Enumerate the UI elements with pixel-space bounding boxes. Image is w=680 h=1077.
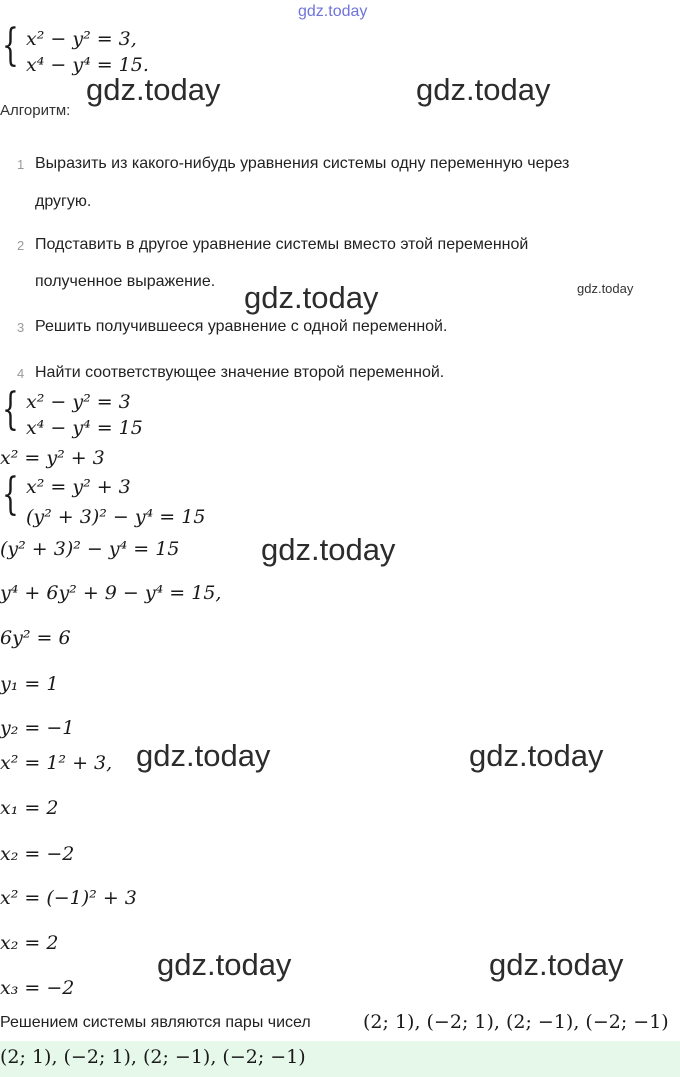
- equation-line: x² = (−1)² + 3: [0, 887, 137, 909]
- answer-pairs: (2; 1), (−2; 1), (2; −1), (−2; −1): [0, 1046, 306, 1068]
- root-x1: x₁ = 2: [0, 797, 59, 819]
- step-number: 3: [17, 320, 25, 335]
- equation-line: y⁴ + 6y² + 9 − y⁴ = 15,: [0, 582, 222, 604]
- conclusion-text: Решением системы являются пары чисел: [0, 1014, 311, 1031]
- conclusion-pairs: (2; 1), (−2; 1), (2; −1), (−2; −1): [363, 1011, 669, 1033]
- system-brace: {: [2, 384, 19, 435]
- system-brace: {: [2, 20, 19, 71]
- step-text: полученное выражение.: [35, 273, 216, 290]
- watermark: gdz.today: [136, 738, 271, 773]
- step-text: другую.: [35, 193, 92, 210]
- watermark: gdz.today: [469, 738, 604, 773]
- equation-line: 6y² = 6: [0, 627, 71, 649]
- watermark: gdz.today: [244, 280, 379, 315]
- root-x2: x₂ = −2: [0, 843, 75, 865]
- step-text: Выразить из какого-нибудь уравнения системы одну переменную через: [35, 155, 570, 172]
- watermark: gdz.today: [86, 72, 221, 107]
- watermark-top: gdz.today: [298, 3, 368, 20]
- expression-x-squared: x² = y² + 3: [0, 447, 105, 469]
- root-y1: y₁ = 1: [0, 673, 59, 695]
- watermark-small: gdz.today: [577, 281, 634, 296]
- step-number: 1: [17, 157, 25, 172]
- watermark: gdz.today: [261, 532, 396, 567]
- step-number: 2: [17, 238, 25, 253]
- watermark: gdz.today: [416, 72, 551, 107]
- step-text: Решить получившееся уравнение с одной переменной.: [35, 318, 448, 335]
- step-number: 4: [17, 366, 25, 381]
- system-equation-2: x⁴ − y⁴ = 15: [26, 417, 143, 439]
- root-x3: x₃ = −2: [0, 977, 75, 999]
- system-equation-1: x² − y² = 3: [26, 391, 131, 413]
- step-text: Найти соответствующее значение второй переменной.: [35, 364, 445, 381]
- system-equation-2: (y² + 3)² − y⁴ = 15: [26, 506, 206, 528]
- system-equation-1: x² = y² + 3: [26, 476, 131, 498]
- root-y2: y₂ = −1: [0, 717, 75, 739]
- equation-line: (y² + 3)² − y⁴ = 15: [0, 538, 180, 560]
- system-brace: {: [2, 469, 19, 520]
- algorithm-label: Алгоритм:: [0, 102, 71, 119]
- system-equation-2: x⁴ − y⁴ = 15.: [26, 54, 149, 76]
- step-text: Подставить в другое уравнение системы вместо этой переменной: [35, 236, 529, 253]
- watermark: gdz.today: [489, 947, 624, 982]
- root-x2: x₂ = 2: [0, 932, 59, 954]
- system-equation-1: x² − y² = 3,: [26, 28, 137, 50]
- equation-line: x² = 1² + 3,: [0, 752, 113, 774]
- watermark: gdz.today: [157, 947, 292, 982]
